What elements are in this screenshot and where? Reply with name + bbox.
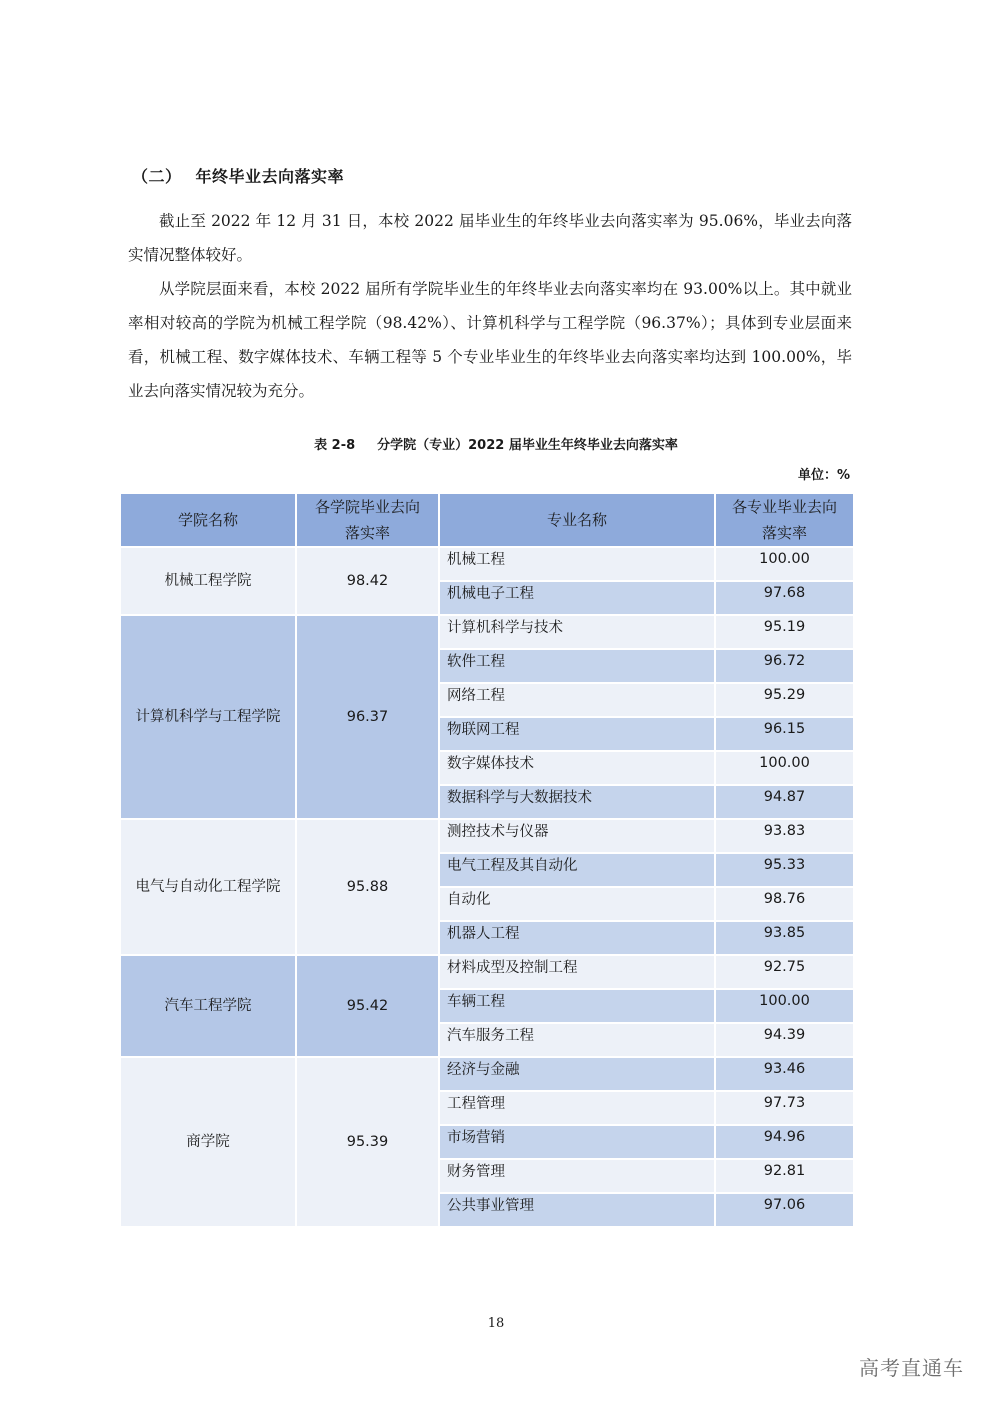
table-header-row	[120, 493, 854, 547]
major-name-cell: 机器人工程	[439, 921, 715, 955]
major-name-cell: 物联网工程	[439, 717, 715, 751]
watermark-text: 高考直通车	[859, 1356, 964, 1380]
major-rate-cell: 95.29	[715, 683, 854, 717]
major-rate-cell: 97.68	[715, 581, 854, 615]
major-name-cell: 自动化	[439, 887, 715, 921]
page-number: 18	[487, 1316, 505, 1331]
table-row	[120, 955, 854, 989]
section-title: 年终毕业去向落实率	[195, 167, 345, 186]
table-number: 表 2-8	[314, 438, 356, 453]
table-title: 分学院（专业）2022 届毕业生年终毕业去向落实率	[377, 438, 678, 453]
major-name-cell: 公共事业管理	[439, 1193, 715, 1227]
major-rate-cell: 95.33	[715, 853, 854, 887]
header-college-name: 学院名称	[120, 493, 296, 547]
table-row	[120, 547, 854, 581]
major-name-cell: 材料成型及控制工程	[439, 955, 715, 989]
major-rate-cell: 93.85	[715, 921, 854, 955]
paragraph-college-level: 从学院层面来看，本校 2022 届所有学院毕业生的年终毕业去向落实率均在 93.00%以上。其中就业率相对较高的学院为机械工程学院（98.42%）、计算机科学与工程学院（96.37%）；具体到专业层面来看，机械工程、数字媒体技术、车辆工程等 5 个专业毕业生的年终毕业去向落实率均达到 100.00%，毕业去向落实情况较为充分。	[128, 280, 852, 400]
table-caption	[0, 434, 992, 453]
major-rate-cell: 100.00	[715, 751, 854, 785]
major-name-cell: 网络工程	[439, 683, 715, 717]
major-rate-cell: 100.00	[715, 547, 854, 581]
major-name-cell: 测控技术与仪器	[439, 819, 715, 853]
major-rate-cell: 92.75	[715, 955, 854, 989]
major-name-cell: 数据科学与大数据技术	[439, 785, 715, 819]
major-name-cell: 软件工程	[439, 649, 715, 683]
major-name-cell: 机械工程	[439, 547, 715, 581]
major-name-cell: 车辆工程	[439, 989, 715, 1023]
major-rate-cell: 95.19	[715, 615, 854, 649]
major-name-cell: 汽车服务工程	[439, 1023, 715, 1057]
table-row	[120, 819, 854, 853]
major-rate-cell: 97.73	[715, 1091, 854, 1125]
major-name-cell: 机械电子工程	[439, 581, 715, 615]
college-name-cell: 汽车工程学院	[120, 955, 296, 1057]
major-rate-cell: 96.15	[715, 717, 854, 751]
major-rate-cell: 98.76	[715, 887, 854, 921]
major-rate-cell: 96.72	[715, 649, 854, 683]
college-name-cell: 机械工程学院	[120, 547, 296, 615]
college-rate-cell: 95.88	[296, 819, 439, 955]
major-name-cell: 电气工程及其自动化	[439, 853, 715, 887]
major-rate-cell: 94.96	[715, 1125, 854, 1159]
major-rate-cell: 97.06	[715, 1193, 854, 1227]
major-name-cell: 市场营销	[439, 1125, 715, 1159]
major-name-cell: 财务管理	[439, 1159, 715, 1193]
major-name-cell: 计算机科学与技术	[439, 615, 715, 649]
college-name-cell: 商学院	[120, 1057, 296, 1227]
header-major-name: 专业名称	[439, 493, 715, 547]
major-rate-cell: 100.00	[715, 989, 854, 1023]
table-row	[120, 1057, 854, 1091]
college-rate-cell: 96.37	[296, 615, 439, 819]
employment-rate-table	[119, 492, 855, 1228]
table-row	[120, 615, 854, 649]
major-rate-cell: 93.46	[715, 1057, 854, 1091]
college-name-cell: 电气与自动化工程学院	[120, 819, 296, 955]
header-major-rate: 各专业毕业去向 落实率	[715, 493, 854, 547]
major-rate-cell: 94.87	[715, 785, 854, 819]
header-college-rate: 各学院毕业去向 落实率	[296, 493, 439, 547]
table-unit: 单位：%	[797, 468, 850, 483]
major-name-cell: 经济与金融	[439, 1057, 715, 1091]
major-name-cell: 工程管理	[439, 1091, 715, 1125]
major-rate-cell: 94.39	[715, 1023, 854, 1057]
major-rate-cell: 93.83	[715, 819, 854, 853]
college-rate-cell: 95.42	[296, 955, 439, 1057]
major-name-cell: 数字媒体技术	[439, 751, 715, 785]
major-rate-cell: 92.81	[715, 1159, 854, 1193]
paragraph-overall-rate: 截止至 2022 年 12 月 31 日，本校 2022 届毕业生的年终毕业去向落实率为 95.06%，毕业去向落实情况整体较好。	[128, 212, 852, 264]
college-rate-cell: 98.42	[296, 547, 439, 615]
college-rate-cell: 95.39	[296, 1057, 439, 1227]
section-number: （二）	[132, 167, 182, 186]
college-name-cell: 计算机科学与工程学院	[120, 615, 296, 819]
section-heading	[132, 164, 344, 187]
table-body	[120, 547, 854, 1227]
